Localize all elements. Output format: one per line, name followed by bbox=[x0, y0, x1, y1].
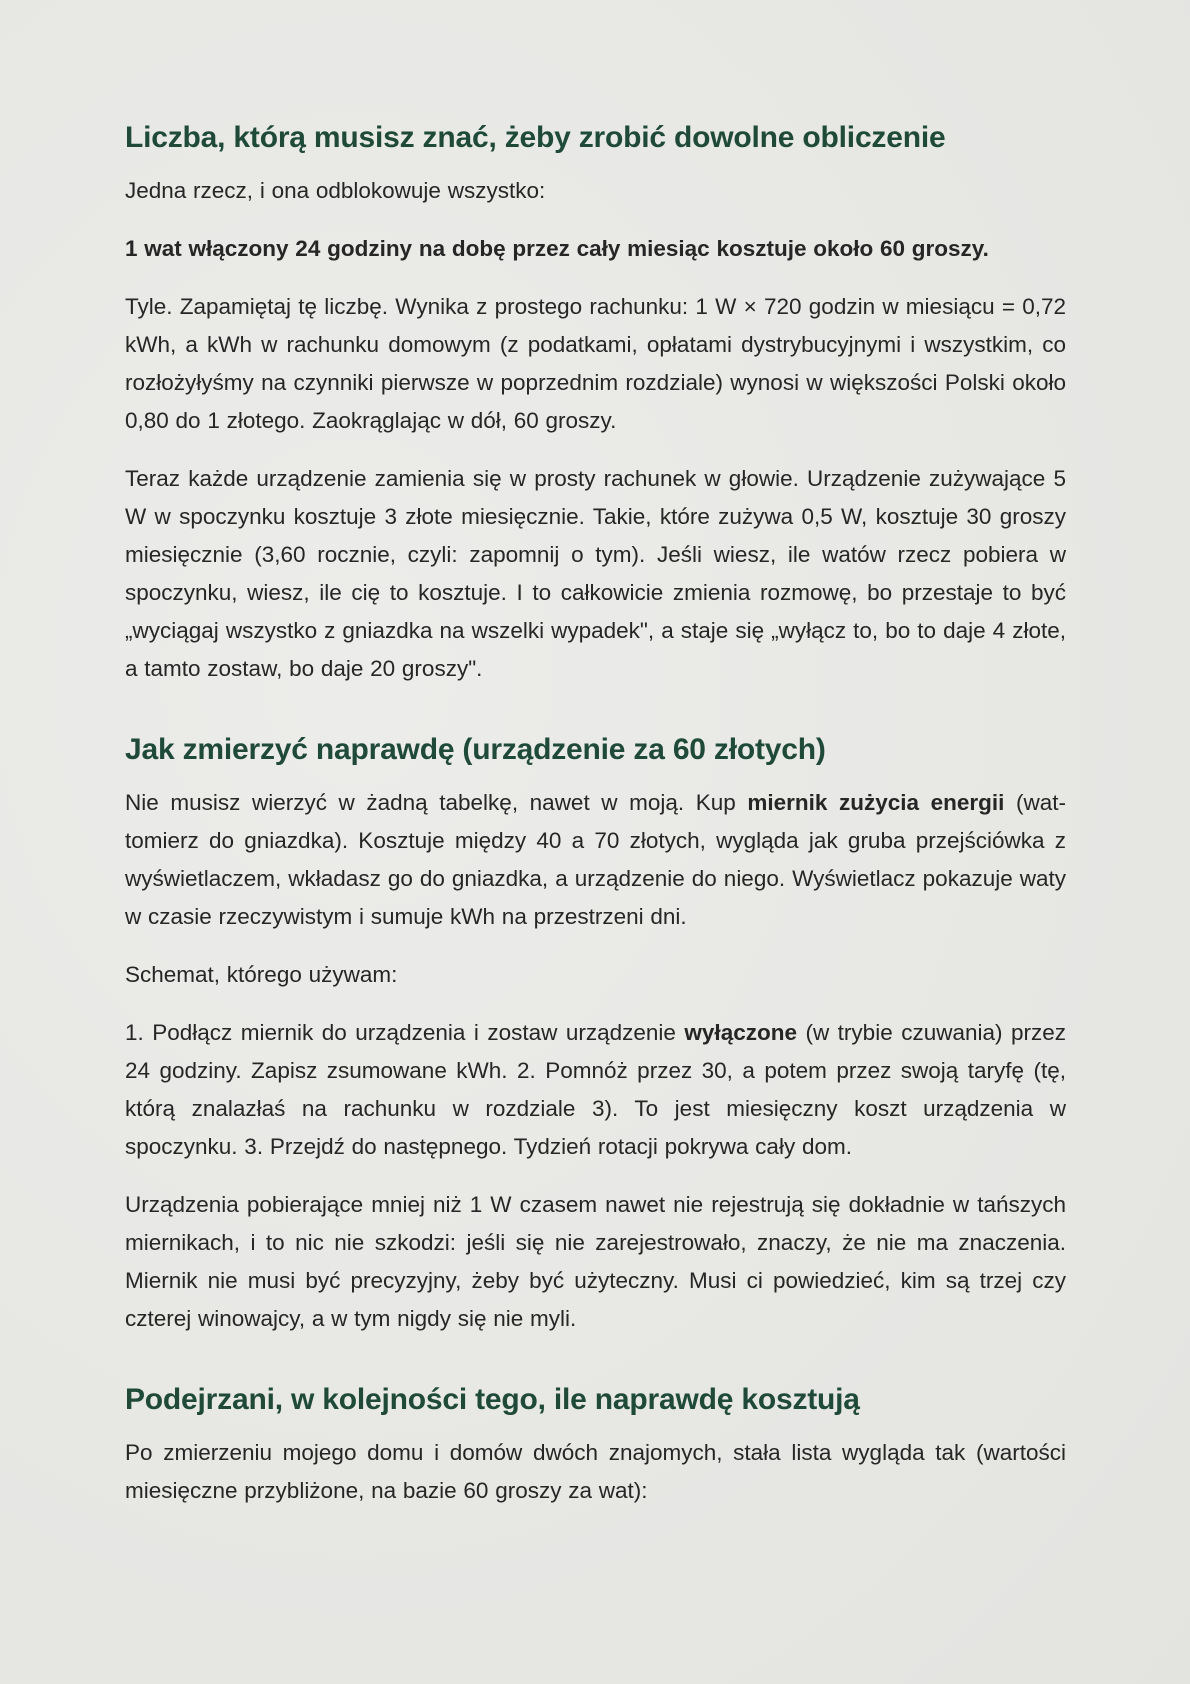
section-reference-number bbox=[125, 118, 1066, 688]
emphasis: miernik zużycia energii bbox=[747, 790, 1005, 815]
key-fact: 1 wat włączony 24 godziny na dobę przez cały miesiąc kosztuje około 60 groszy. bbox=[125, 236, 989, 261]
text-run: Nie musisz wierzyć w żadną tabelkę, nawet w moją. Kup bbox=[125, 790, 748, 815]
text-run: 1. Podłącz miernik do urządzenia i zostaw urządzenie bbox=[125, 1020, 685, 1045]
paragraph: Po zmierzeniu mojego domu i domów dwóch znajomych, stała lista wygląda tak (wartości miesięczne przybliżone, na bazie 60 groszy za wat): bbox=[125, 1440, 1066, 1503]
paragraph-steps bbox=[125, 1014, 1066, 1166]
paragraph: Schemat, którego używam: bbox=[125, 962, 398, 987]
section-measure bbox=[125, 730, 1066, 1338]
paragraph: Urządzenia pobierające mniej niż 1 W czasem nawet nie rejestrują się dokładnie w tańszych miernikach, i to nic nie szkodzi: jeśli się nie zarejestrowało, znaczy, że nie ma znaczenia. Miernik nie musi być precyzyjny, żeby być użyteczny. Musi ci powiedzieć, kim są trzej czy czterej winowajcy, a w tym nigdy się nie myli. bbox=[125, 1192, 1066, 1331]
paragraph: Teraz każde urządzenie zamienia się w prosty rachunek w głowie. Urządzenie zużywające 5 W w spoczynku kosztuje 3 złote miesięcznie. Takie, które zużywa 0,5 W, kosztuje 30 groszy miesięcznie (3,60 rocznie, czyli: zapomnij o tym). Jeśli wiesz, ile watów rzecz pobiera w spoczynku, wiesz, ile cię to kosztuje. I to całkowicie zmienia rozmowę, bo przestaje to być „wyciągaj wszystko z gniazdka na wszelki wypadek", a staje się „wyłącz to, bo to daje 4 złote, a tamto zostaw, bo daje 20 groszy". bbox=[125, 466, 1066, 681]
section-heading: Liczba, którą musisz znać, żeby zrobić dowolne obliczenie bbox=[125, 121, 946, 154]
paragraph-intro: Jedna rzecz, i ona odblokowuje wszystko: bbox=[125, 178, 546, 203]
section-heading: Jak zmierzyć naprawdę (urządzenie za 60 złotych) bbox=[125, 733, 826, 766]
emphasis: wyłączone bbox=[684, 1020, 797, 1045]
text-run: (w trybie czuwania) przez 24 godziny. Zapisz zsumowane kWh. 2. Pomnóż przez 30, a potem przez swoją taryfę (tę, którą znalazłaś na rachunku w rozdziale 3). To jest miesięczny koszt urządzenia w spoczynku. 3. Przejdź do następnego. Tydzień rotacji pokrywa cały dom. bbox=[125, 1020, 1066, 1159]
section-heading: Podejrzani, w kolejności tego, ile naprawdę kosztują bbox=[125, 1383, 860, 1416]
section-suspects bbox=[125, 1380, 1066, 1510]
text-run: (wattomierz do gniazdka). Kosztuje między 40 a 70 złotych, wygląda jak gruba przejściówka z wyświetlaczem, wkładasz go do gniazdka, a urządzenie do niego. Wyświetlacz pokazuje waty w czasie rzeczywistym i sumuje kWh na przestrzeni dni. bbox=[125, 790, 1066, 929]
paragraph bbox=[125, 784, 1066, 936]
paragraph: Tyle. Zapamiętaj tę liczbę. Wynika z prostego rachunku: 1 W × 720 godzin w miesiącu = 0,72 kWh, a kWh w rachunku domowym (z podatkami, opłatami dystrybucyjnymi i wszystkim, co rozłożyłyśmy na czynniki pierwsze w poprzednim rozdziale) wynosi w większości Polski około 0,80 do 1 złotego. Zaokrąglając w dół, 60 groszy. bbox=[125, 294, 1066, 433]
